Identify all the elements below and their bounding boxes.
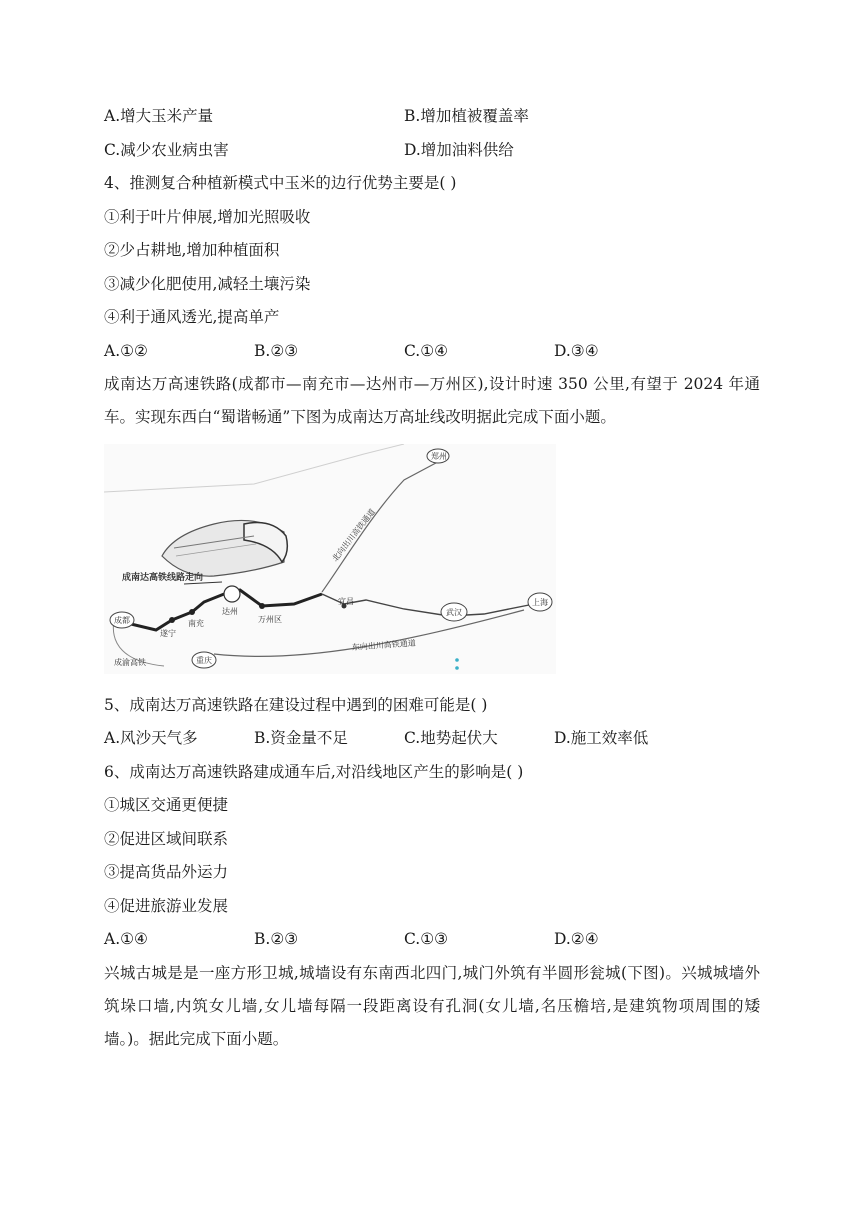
q4-item-2: ②少占耕地,增加种植面积 bbox=[104, 241, 280, 259]
q5-option-b[interactable]: B.资金量不足 bbox=[254, 729, 348, 747]
city-chongqing bbox=[192, 652, 216, 668]
q6-option-b[interactable]: B.②③ bbox=[254, 930, 299, 948]
railway-map bbox=[104, 444, 556, 674]
city-dazhou-label: 达州 bbox=[222, 607, 238, 616]
city-nanchong-label: 南充 bbox=[188, 619, 204, 628]
city-suining-label: 遂宁 bbox=[160, 629, 176, 638]
q4-item-1: ①利于叶片伸展,增加光照吸收 bbox=[104, 208, 311, 226]
q4-item-4: ④利于通风透光,提高单产 bbox=[104, 308, 280, 326]
q4-option-b[interactable]: B.②③ bbox=[254, 342, 299, 360]
map-marker-dot bbox=[455, 658, 459, 662]
city-zhengzhou bbox=[427, 449, 449, 463]
city-shanghai bbox=[528, 593, 552, 611]
q6-item-4: ④促进旅游业发展 bbox=[104, 897, 229, 915]
city-shanghai-label: 上海 bbox=[532, 598, 548, 607]
q3-option-d[interactable]: D.增加油料供给 bbox=[404, 141, 514, 159]
q5-option-d[interactable]: D.施工效率低 bbox=[554, 729, 649, 747]
q6-option-d[interactable]: D.②④ bbox=[554, 930, 599, 948]
city-wuhan-label: 武汉 bbox=[446, 608, 462, 617]
east-corridor-label: 东向出川高铁通道 bbox=[351, 638, 416, 652]
q4-option-c[interactable]: C.①④ bbox=[404, 342, 449, 360]
north-corridor-label: 北向出川高铁通道 bbox=[330, 507, 377, 564]
city-chengdu-label: 成都 bbox=[114, 616, 130, 625]
passage-railway: 成南达万高速铁路(成都市—南充市—达州市—万州区),设计时速 350 公里,有望于 2024 年通车。实现东西白“蜀谐畅通”下图为成南达万高址线改明据此完成下面小题。 bbox=[104, 375, 760, 426]
q6-item-3: ③提高货品外运力 bbox=[104, 863, 229, 881]
q3-option-a[interactable]: A.增大玉米产量 bbox=[104, 107, 214, 125]
chengyu-label: 成渝高铁 bbox=[114, 658, 146, 667]
q4-stem: 4、推测复合种植新模式中玉米的边行优势主要是( ) bbox=[104, 174, 457, 192]
q4-option-a[interactable]: A.①② bbox=[104, 342, 148, 360]
railway-map-figure bbox=[104, 444, 556, 674]
city-wuhan bbox=[441, 603, 467, 621]
q5-option-a[interactable]: A.风沙天气多 bbox=[104, 729, 198, 747]
city-yichang-label: 宜昌 bbox=[338, 597, 354, 606]
q4-item-3: ③减少化肥使用,减轻土壤污染 bbox=[104, 275, 311, 293]
city-chongqing-label: 重庆 bbox=[196, 656, 212, 665]
q6-option-a[interactable]: A.①④ bbox=[104, 930, 148, 948]
map-title: 成南达高铁线路走向 bbox=[122, 573, 204, 583]
map-marker-dot bbox=[455, 666, 459, 670]
city-zhengzhou-label: 郑州 bbox=[431, 452, 447, 461]
q6-item-2: ②促进区域间联系 bbox=[104, 830, 229, 848]
q6-option-c[interactable]: C.①③ bbox=[404, 930, 449, 948]
city-wanzhou-label: 万州区 bbox=[258, 615, 282, 624]
q3-option-b[interactable]: B.增加植被覆盖率 bbox=[404, 107, 529, 125]
q5-option-c[interactable]: C.地势起伏大 bbox=[404, 729, 498, 747]
q5-stem: 5、成南达万高速铁路在建设过程中遇到的困难可能是( ) bbox=[104, 696, 488, 714]
q3-option-c[interactable]: C.减少农业病虫害 bbox=[104, 141, 229, 159]
q6-item-1: ①城区交通更便捷 bbox=[104, 796, 229, 814]
city-chengdu bbox=[110, 612, 134, 628]
passage-xingcheng: 兴城古城是是一座方形卫城,城墙设有东南西北四门,城门外筑有半圆形瓮城(下图)。兴城城墙外筑垛口墙,内筑女儿墙,女儿墙每隔一段距离设有孔洞(女儿墙,名压檐培,是建筑物项周围的矮墙。)。据此完成下面小题。 bbox=[104, 964, 760, 1048]
q6-stem: 6、成南达万高速铁路建成通车后,对沿线地区产生的影响是( ) bbox=[104, 763, 524, 781]
q4-option-d[interactable]: D.③④ bbox=[554, 342, 599, 360]
